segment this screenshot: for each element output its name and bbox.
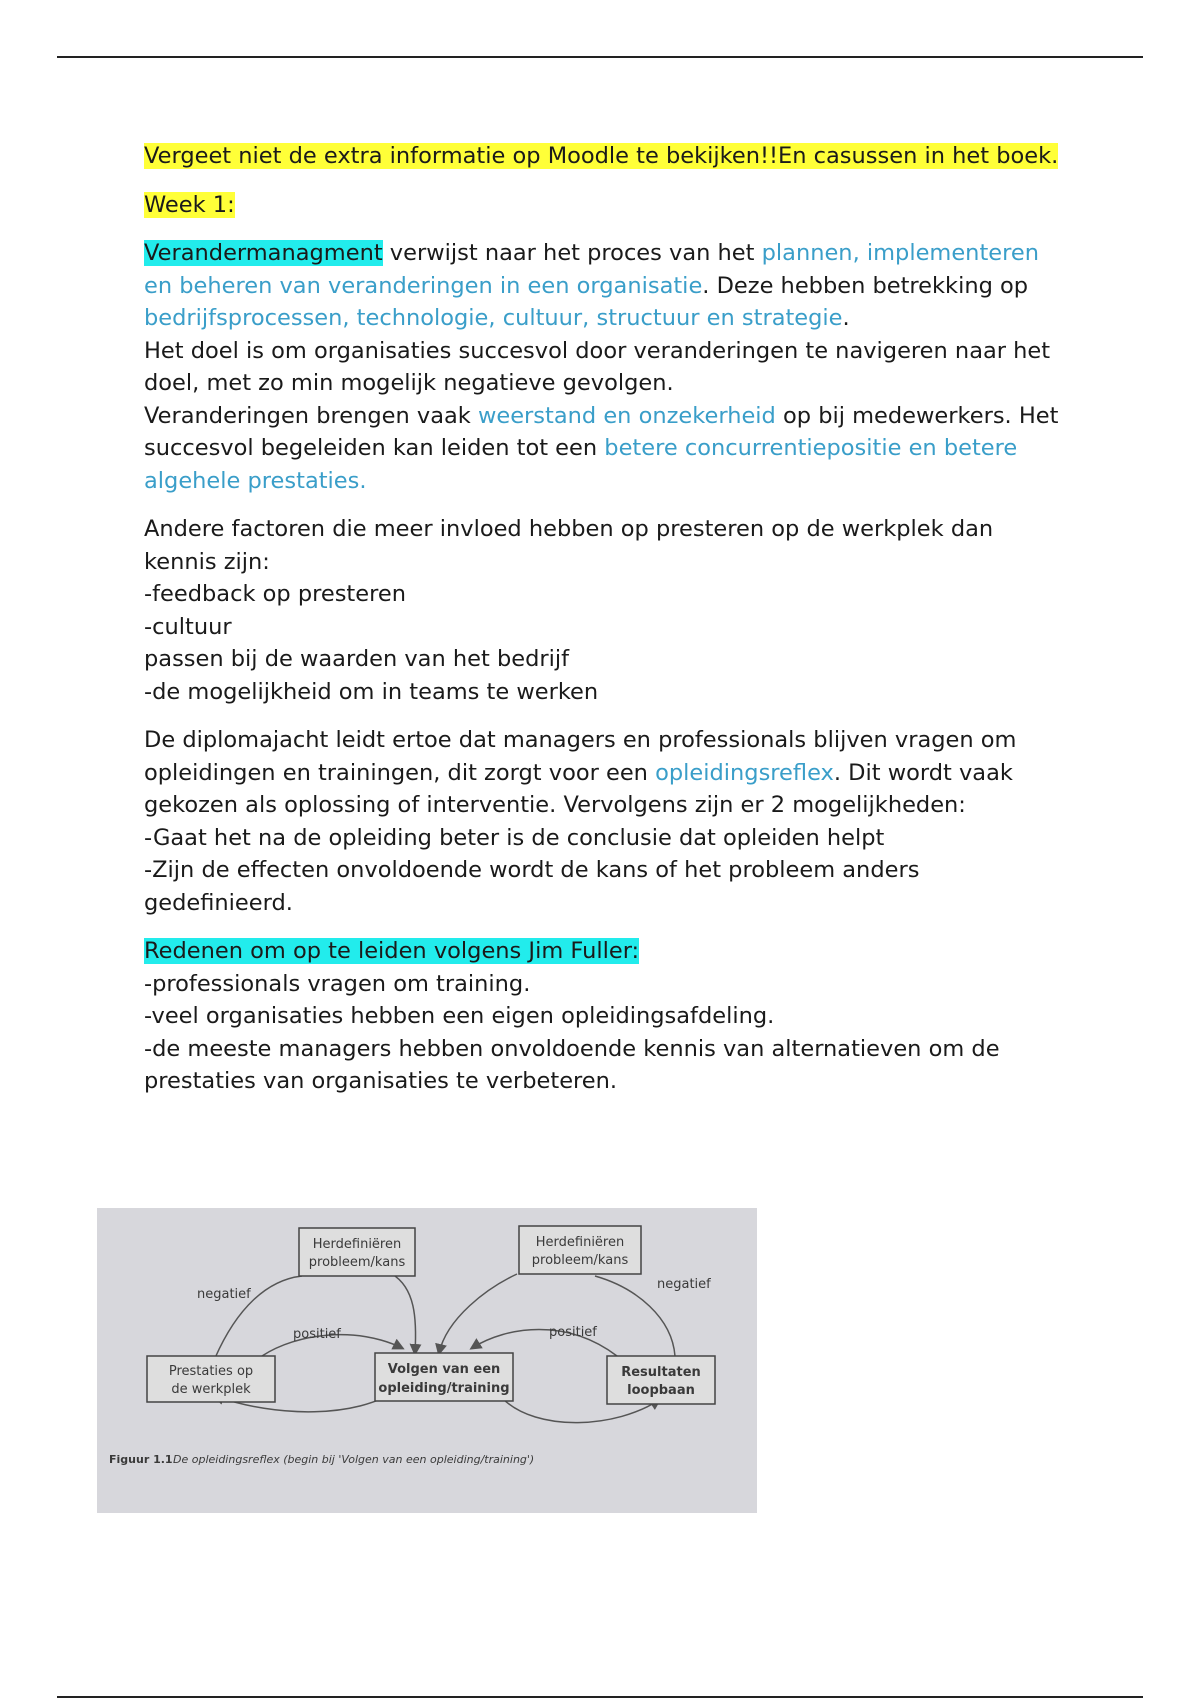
text-run: . Deze hebben betrekking op: [702, 272, 1029, 299]
box-text: opleiding/training: [378, 1381, 510, 1396]
term-highlight: Verandermanagment: [144, 240, 383, 266]
text-run: . Dit wordt vaak gekozen als oplossing of interventie. Vervolgens zijn er 2 mogelijkheden:: [144, 759, 1013, 818]
box-text: Herdefiniëren: [312, 1237, 402, 1252]
blue-text: opleidingsreflex: [655, 759, 834, 786]
list-item: passen bij de waarden van het bedrijf: [144, 646, 570, 672]
box-text: probleem/kans: [308, 1255, 406, 1270]
blue-text: weerstand en onzekerheid: [477, 402, 776, 429]
reminder-paragraph: [144, 140, 1064, 173]
label-negatief-right: negatief: [657, 1277, 711, 1292]
arrow-from-top-left: [392, 1274, 416, 1353]
figure-opleidingsreflex: [97, 1208, 757, 1513]
box-text: Herdefiniëren: [535, 1235, 625, 1250]
list-item: -feedback op presteren: [144, 581, 406, 607]
box-text: probleem/kans: [531, 1253, 629, 1268]
label-negatief-left: negatief: [197, 1287, 251, 1302]
document-body: [144, 140, 1064, 1114]
text-run: verwijst naar het proces van het: [382, 240, 762, 266]
box-text: Prestaties op: [168, 1364, 254, 1379]
factors-paragraph: [144, 513, 1064, 708]
goal-text: Het doel is om organisaties succesvol door veranderingen te navigeren naar het doel, met zo min mogelijk negatieve gevolgen.: [144, 337, 1051, 396]
list-item: -Zijn de effecten onvoldoende wordt de kans of het probleem anders gedefinieerd.: [144, 857, 920, 916]
box-text: Resultaten: [621, 1365, 701, 1380]
reminder-highlight: Vergeet niet de extra informatie op Moodle te bekijken!!En casussen in het boek.: [144, 143, 1059, 169]
figure-caption-text: De opleidingsreflex (begin bij 'Volgen van een opleiding/training'): [173, 1453, 535, 1466]
footer-rule: [57, 1696, 1143, 1698]
list-item: -Gaat het na de opleiding beter is de conclusie dat opleiden helpt: [144, 824, 885, 851]
list-item: -de mogelijkheid om in teams te werken: [144, 678, 599, 705]
fuller-paragraph: [144, 935, 1064, 1098]
text-run: .: [842, 305, 850, 331]
diploma-paragraph: [144, 724, 1064, 919]
list-item: -cultuur: [144, 613, 232, 640]
list-item: -de meeste managers hebben onvoldoende kennis van alternatieven om de prestaties van organisaties te verbeteren.: [144, 1035, 1000, 1094]
text-run: Veranderingen brengen vaak: [144, 402, 478, 429]
box-text: loopbaan: [627, 1383, 695, 1398]
figure-caption-label: Figuur 1.1: [109, 1453, 173, 1466]
week-heading-paragraph: [144, 189, 1064, 222]
text-run: op bij medewerkers. Het succesvol begeleiden kan leiden tot een: [144, 402, 1059, 461]
change-management-paragraph: [144, 237, 1064, 497]
blue-text: bedrijfsprocessen, technologie, cultuur, structuur en strategie: [144, 305, 843, 331]
diagram-svg: [97, 1208, 757, 1513]
list-item: -professionals vragen om training.: [144, 970, 531, 997]
box-text: de werkplek: [171, 1382, 251, 1397]
blue-text: plannen, implementeren en beheren van veranderingen in een organisatie: [144, 240, 1039, 299]
header-rule: [57, 56, 1143, 58]
blue-text: betere concurrentiepositie en betere algehele prestaties.: [144, 435, 1018, 494]
week-heading: Week 1:: [144, 191, 235, 218]
text-run: De diplomajacht leidt ertoe dat managers en professionals blijven vragen om opleidingen en trainingen, dit zorgt voor een: [144, 727, 1017, 786]
box-text: Volgen van een: [387, 1362, 501, 1377]
fuller-heading: Redenen om op te leiden volgens Jim Fuller:: [144, 938, 640, 964]
list-item: -veel organisaties hebben een eigen opleidingsafdeling.: [144, 1003, 775, 1029]
label-positief-left: positief: [293, 1327, 341, 1342]
label-positief-right: positief: [549, 1325, 597, 1340]
factors-intro: Andere factoren die meer invloed hebben op presteren op de werkplek dan kennis zijn:: [144, 516, 994, 575]
arrow-from-top-right: [439, 1274, 517, 1353]
